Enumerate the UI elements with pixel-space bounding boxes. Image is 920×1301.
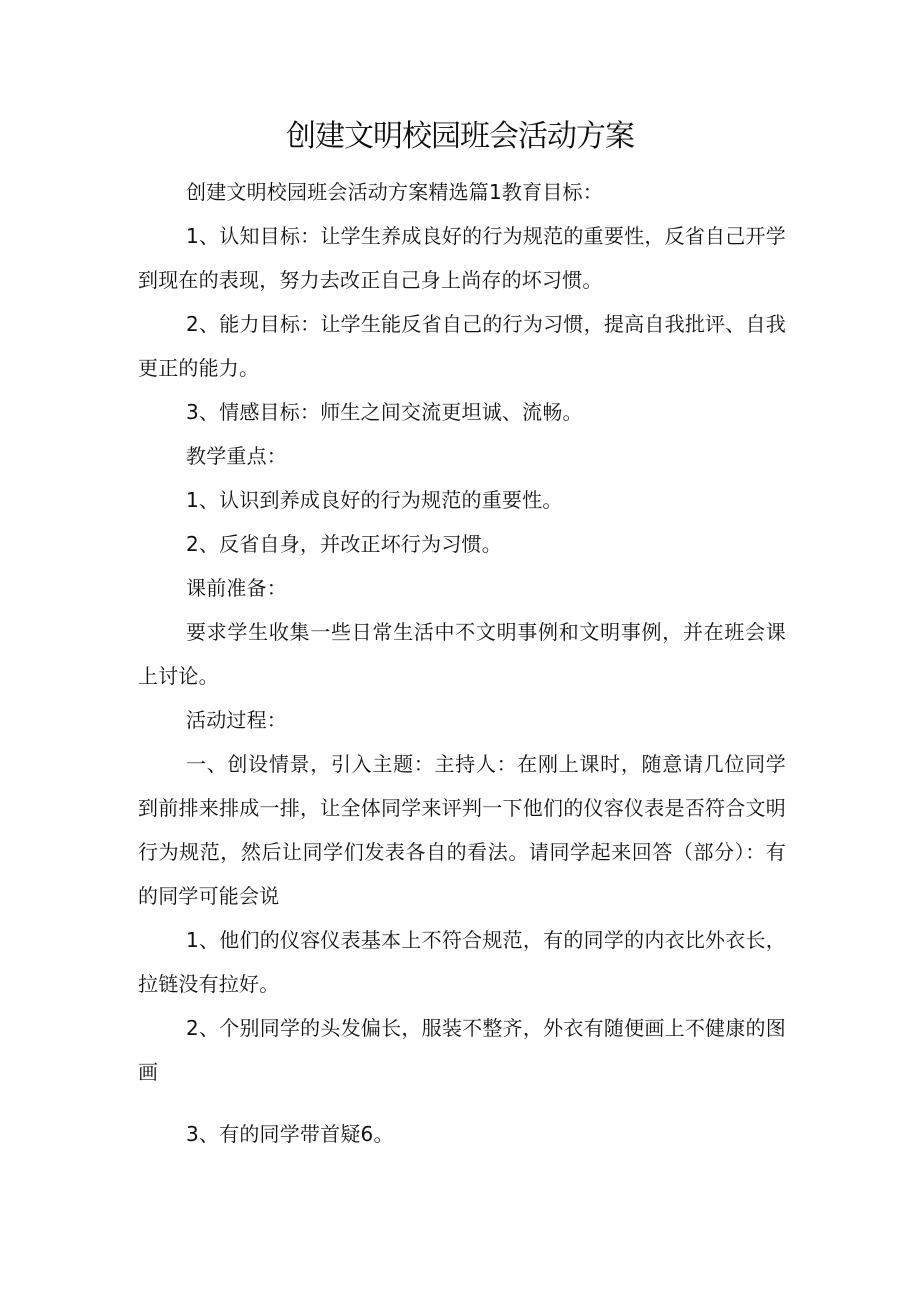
paragraph-process-heading: 活动过程： [186,708,287,732]
paragraph-focus-1: 1、认识到养成良好的行为规范的重要性。 [186,488,563,512]
document-body [138,170,786,1156]
paragraph-focus-2: 2、反省自身，并改正坏行为习惯。 [186,532,502,556]
paragraph-preparation: 要求学生收集一些日常生活中不文明事例和文明事例，并在班会课上讨论。 [138,620,786,688]
document-title: 创建文明校园班会活动方案 [286,119,634,154]
paragraph-emotion-goal: 3、情感目标：师生之间交流更坦诚、流畅。 [186,400,583,424]
paragraph-ability-goal: 2、能力目标：让学生能反省自己的行为习惯，提高自我批评、自我更正的能力。 [138,312,786,380]
paragraph-step-one: 一、创设情景，引入主题：主持人：在刚上课时，随意请几位同学到前排来排成一排，让全体同学来评判一下他们的仪容仪表是否符合文明行为规范，然后让同学们发表各自的看法。请同学起来回答（部分）：有的同学可能会说 [138,752,786,908]
paragraph-answer-1: 1、他们的仪容仪表基本上不符合规范，有的同学的内衣比外衣长，拉链没有拉好。 [138,928,786,996]
paragraph-answer-2: 2、个别同学的头发偏长，服装不整齐，外衣有随便画上不健康的图画 [138,1016,786,1084]
paragraph-answer-3: 3、有的同学带首疑6。 [186,1122,394,1146]
paragraph-preparation-heading: 课前准备： [186,576,287,600]
paragraph-cognitive-goal: 1、认知目标：让学生养成良好的行为规范的重要性，反省自己开学到现在的表现，努力去改正自己身上尚存的坏习惯。 [138,224,786,292]
paragraph-intro: 创建文明校园班会活动方案精选篇1教育目标： [186,180,603,204]
paragraph-teaching-focus-heading: 教学重点： [186,444,287,468]
